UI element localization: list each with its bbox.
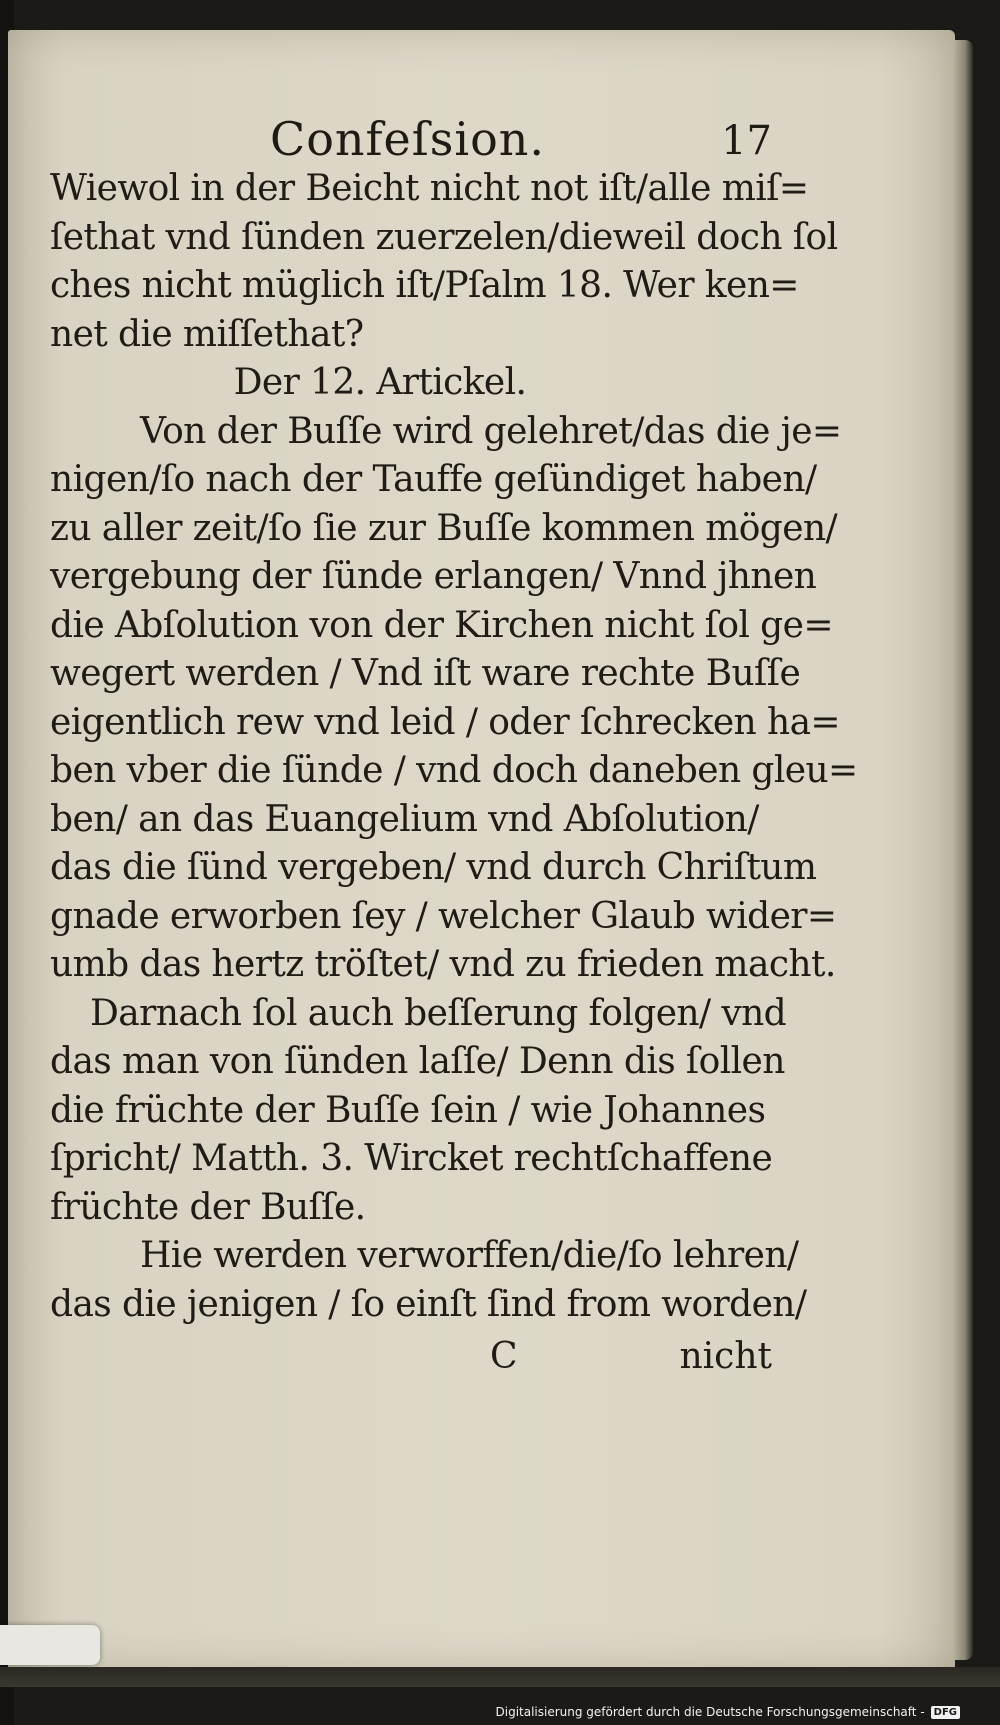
text-line: Wiewol in der Beicht nicht not iſt/alle miſ=	[50, 168, 809, 209]
text-line: Hie werden verworffen/die/ſo lehren/	[140, 1235, 799, 1276]
page-foot	[50, 1336, 770, 1388]
text-line: ben/ an das Euangelium vnd Abſolution/	[50, 798, 759, 840]
text-line: wegert werden / Vnd iſt ware rechte Buſſe	[50, 653, 801, 694]
text-line: Darnach ſol auch beſſerung folgen/ vnd	[90, 992, 787, 1034]
body-text	[50, 165, 858, 1329]
text-line: das die jenigen / ſo einſt ſind from worden/	[50, 1283, 807, 1325]
text-line: ches nicht müglich iſt/Pſalm 18. Wer ken=	[50, 265, 799, 306]
text-line: die früchte der Buſſe ſein / wie Johannes	[50, 1089, 766, 1131]
credit-text: Digitalisierung gefördert durch die Deutsche Forschungsgemeinschaft -	[495, 1705, 925, 1719]
text-line: ben vber die ſünde / vnd doch daneben gleu=	[50, 750, 858, 791]
text-line: eigentlich rew vnd leid / oder ſchrecken ha=	[50, 701, 840, 743]
text-line: früchte der Buſſe.	[50, 1186, 366, 1228]
text-line: gnade erworben ſey / welcher Glaub wider=	[50, 895, 837, 937]
text-line: das man von ſünden laſſe/ Denn dis ſollen	[50, 1041, 785, 1082]
text-line: net die miſſethat?	[50, 313, 364, 355]
digitization-credit	[496, 1705, 961, 1719]
scan-marker-tab	[0, 1625, 100, 1665]
page-header	[270, 112, 770, 172]
signature-mark: C	[490, 1336, 518, 1377]
article-heading: Der 12. Artickel.	[233, 362, 527, 403]
text-line: nigen/ſo nach der Tauffe geſündiget haben/	[50, 459, 817, 500]
text-line: die Abſolution von der Kirchen nicht ſol ge=	[50, 604, 833, 646]
running-title: Confeſsion.	[270, 112, 546, 166]
text-line: zu aller zeit/ſo ſie zur Buſſe kommen mögen/	[50, 507, 838, 549]
catchword: nicht	[679, 1336, 772, 1377]
page-number: 17	[721, 118, 772, 164]
text-line: das die ſünd vergeben/ vnd durch Chriſtum	[50, 847, 817, 888]
text-line: umb das hertz tröſtet/ vnd zu frieden macht.	[50, 944, 836, 985]
text-line: ſpricht/ Matth. 3. Wircket rechtſchaffene	[50, 1138, 773, 1179]
dfg-logo: DFG	[931, 1706, 960, 1719]
page-edge	[953, 40, 973, 1660]
text-line: vergebung der ſünde erlangen/ Vnnd jhnen	[50, 556, 817, 597]
text-line: ſethat vnd ſünden zuerzelen/dieweil doch ſol	[50, 216, 838, 258]
text-line: Von der Buſſe wird gelehret/das die je=	[140, 410, 842, 452]
scan-bottom-edge	[0, 1667, 1000, 1687]
